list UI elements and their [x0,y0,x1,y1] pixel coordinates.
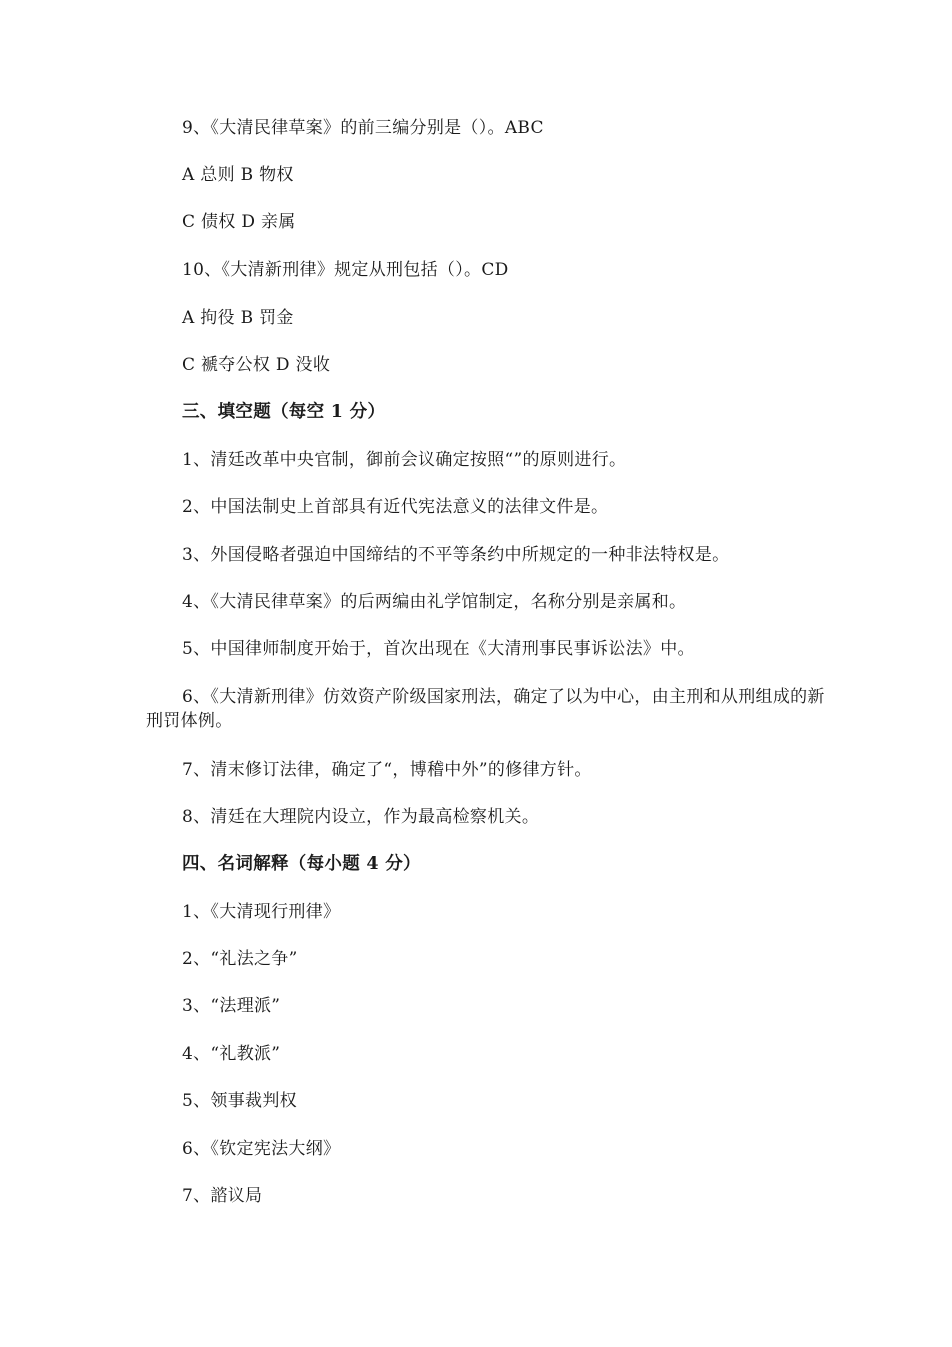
term-item-2: 2、“礼法之争” [182,949,298,969]
fill-item-1: 1、清廷改革中央官制，御前会议确定按照“”的原则进行。 [182,450,627,470]
term-item-6: 6、《钦定宪法大纲》 [182,1139,341,1159]
fill-item-5: 5、中国律师制度开始于，首次出现在《大清刑事民事诉讼法》中。 [182,639,695,659]
mc-question-10: 10、《大清新刑律》规定从刑包括（）。CD [182,260,509,280]
mc-question-10-options-ab: A 拘役 B 罚金 [182,308,294,328]
fill-item-7: 7、清末修订法律，确定了“，博稽中外”的修律方针。 [182,760,592,780]
term-item-4: 4、“礼教派” [182,1044,281,1064]
term-item-3: 3、“法理派” [182,996,281,1016]
mc-question-9-options-ab: A 总则 B 物权 [182,165,294,185]
fill-item-4: 4、《大清民律草案》的后两编由礼学馆制定，名称分别是亲属和。 [182,592,687,612]
mc-question-9-options-cd: C 债权 D 亲属 [182,212,296,232]
mc-question-10-options-cd: C 褫夺公权 D 没收 [182,355,331,375]
fill-in-heading: 三、填空题（每空 1 分） [182,402,386,422]
term-item-5: 5、领事裁判权 [182,1091,297,1111]
term-item-7: 7、諮议局 [182,1186,263,1206]
fill-item-6: 6、《大清新刑律》仿效资产阶级国家刑法，确定了以为中心，由主刑和从刑组成的新刑罚体例。 [146,687,825,731]
fill-item-2: 2、中国法制史上首部具有近代宪法意义的法律文件是。 [182,497,609,517]
fill-item-3: 3、外国侵略者强迫中国缔结的不平等条约中所规定的一种非法特权是。 [182,545,730,565]
fill-item-8: 8、清廷在大理院内设立，作为最高检察机关。 [182,807,540,827]
term-item-1: 1、《大清现行刑律》 [182,902,341,922]
terms-heading: 四、名词解释（每小题 4 分） [182,854,421,874]
mc-question-9: 9、《大清民律草案》的前三编分别是（）。ABC [182,118,544,138]
